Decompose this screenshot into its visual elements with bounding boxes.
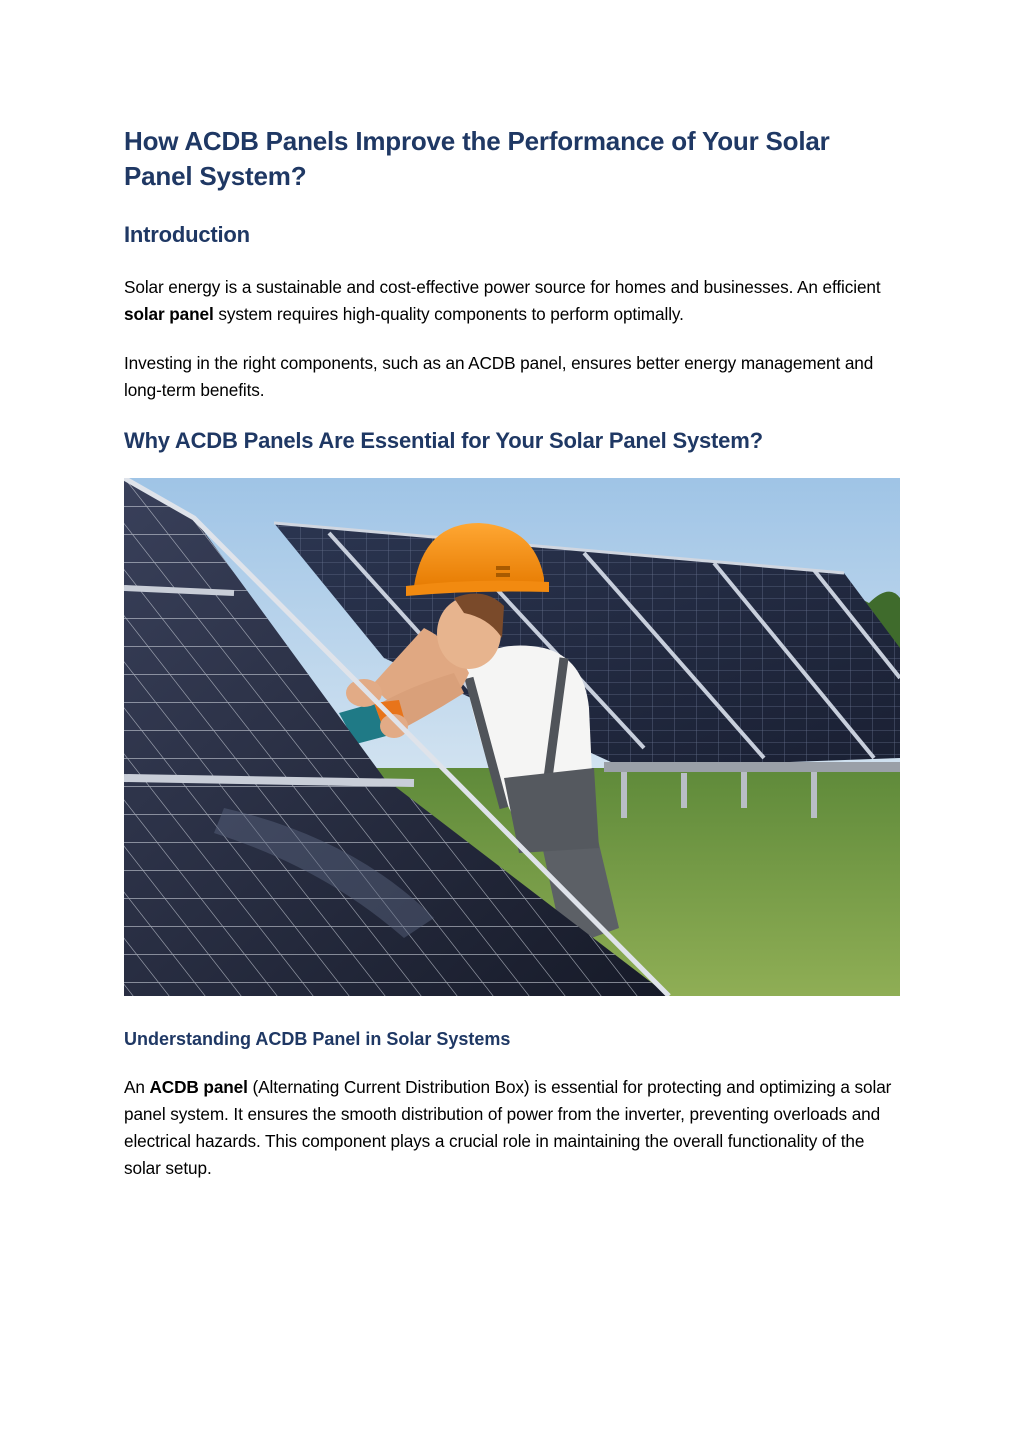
document-content <box>124 124 900 1204</box>
intro-paragraph-1 <box>124 274 900 328</box>
solar-technician-photo <box>124 478 900 996</box>
introduction-heading: Introduction <box>124 222 250 247</box>
intro-p1-text-after: system requires high-quality components to perform optimally. <box>213 304 684 324</box>
document-title: How ACDB Panels Improve the Performance of Your Solar Panel System? <box>124 126 830 191</box>
understanding-text-after: (Alternating Current Distribution Box) is essential for protecting and optimizing a solar panel system. It ensures the smooth distribution of power from the inverter, preventing overloads and electrical hazards. This component plays a crucial role in maintaining the overall functionality of the solar setup. <box>124 1077 892 1178</box>
understanding-text-before: An <box>124 1077 150 1097</box>
understanding-acdb-heading: Understanding ACDB Panel in Solar Systems <box>124 1029 511 1049</box>
solar-panel-bold: solar panel <box>124 304 214 324</box>
acdb-panel-bold: ACDB panel <box>149 1077 248 1097</box>
understanding-paragraph <box>124 1074 900 1182</box>
intro-paragraph-2: Investing in the right components, such as an ACDB panel, ensures better energy management and long-term benefits. <box>124 353 874 400</box>
intro-p1-text-before: Solar energy is a sustainable and cost-effective power source for homes and businesses. An efficient <box>124 277 881 297</box>
why-acdb-heading: Why ACDB Panels Are Essential for Your Solar Panel System? <box>124 428 763 453</box>
